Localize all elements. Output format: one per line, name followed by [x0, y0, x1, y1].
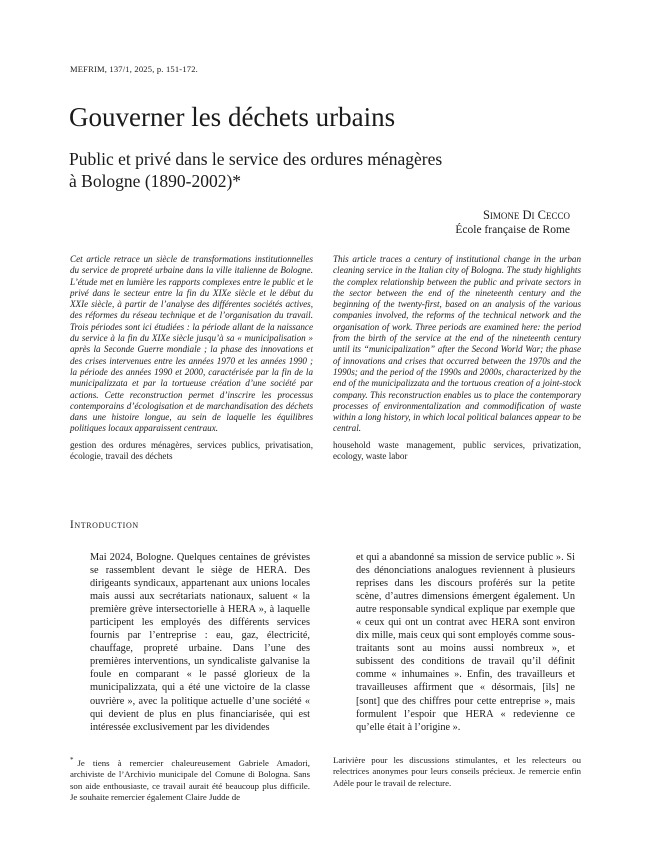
- keywords-french: gestion des ordures ménagères, services publics, privatisation, écologie, travail des déchets: [70, 439, 313, 462]
- abstract-english-text: This article traces a century of institutional change in the urban cleaning service in the Italian city of Bologna. The study highlights the complex relationship between the public and private sectors in the sector between the end of the nineteenth century and the beginning of the twenty-first, based on an analysis of the various companies involved, the reforms of the technical network and the organisation of work. Three periods are examined here: the period from the birth of the service at the end of the nineteenth century until its “municipalization” after the Second World War; the phase of innovations and crises that occurred between the 1970s and the 1990s; and the period of the 1990s and 2000s, characterized by the end of the municipalizzata and the tortuous creation of a joint-stock company. This reconstruction enables us to place the contemporary processes of environmentalization and commodification of waste within a long history, in which local political balances appear to be central.: [333, 254, 581, 434]
- subtitle-line-1: Public et privé dans le service des ordures ménagères: [69, 149, 443, 169]
- abstract-english: [333, 254, 581, 462]
- footnote-right: Larivière pour les discussions stimulantes, et les relecteurs ou relectrices anonymes pour leurs conseils précieux. Je remercie enfin Adèle pour le travail de relecture.: [333, 755, 581, 788]
- journal-reference: MEFRIM, 137/1, 2025, p. 151-172.: [70, 64, 199, 74]
- author-affiliation: École française de Rome: [455, 224, 570, 236]
- author-block: [455, 208, 570, 238]
- footnote-mark: *: [70, 756, 74, 764]
- article-title: Gouverner les déchets urbains: [69, 102, 396, 132]
- body-text-right: et qui a abandonné sa mission de service public ». Si des dénonciations analogues reviennent à plusieurs reprises dans les discours proférés sur la petite scène, d’autres dimensions émergent également. Un autre responsable syndical explique par exemple que « ceux qui ont un contrat avec HERA sont environ dix mille, mais ceux qui sont employés comme sous-traitants sont au moins aussi nombreux », et subissent des conditions de travail qu’il définit comme « inhumaines ». Enfin, des travailleurs et travailleuses affirment que « désormais, [ils] ne [sont] que des chiffres pour cette entreprise », mais formulent l’espoir que HERA « redevienne ce qu’elle était à l’origine ».: [356, 552, 575, 733]
- author-name: Simone Di Cecco: [482, 208, 570, 222]
- body-text-left: Mai 2024, Bologne. Quelques centaines de grévistes se rassemblent devant le siège de HERA. Des dirigeants syndicaux, appartenant aux unions locales mais aussi aux secrétariats nationaux, saluent « la première grève intersectorielle à HERA », à laquelle participent les employés des différents services fournis par l’entreprise : eau, gaz, électricité, chauffage, propreté urbaine. Dans l’une des premières interventions, un syndicaliste galvanise la foule en comparant « le passé glorieux de la municipalizzata, qui a été une victoire de la classe ouvrière », avec la politique actuelle d’une société « qui devient de plus en plus financiarisée, qui est intéressée exclusivement par les dividendes: [90, 552, 310, 733]
- abstract-french: [70, 254, 313, 462]
- footnote-left: [70, 755, 310, 803]
- article-subtitle: [69, 148, 589, 192]
- footnote-left-text: Je tiens à remercier chaleureusement Gabriele Amadori, archiviste de l’Archivio municipale del Comune di Bologna. Sans son aide enthousiaste, ce travail aurait été beaucoup plus difficile. Je souhaite remercier également Claire Judde de: [70, 757, 310, 802]
- keywords-english: household waste management, public services, privatization, ecology, waste labor: [333, 439, 581, 462]
- subtitle-line-2: à Bologne (1890-2002)*: [69, 171, 242, 191]
- section-heading: Introduction: [70, 519, 139, 531]
- abstract-french-text: Cet article retrace un siècle de transformations institutionnelles du service de propreté urbaine dans la ville italienne de Bologne. L’étude met en lumière les rapports complexes entre le public et le privé dans le secteur entre la fin du XIXe siècle et le début du XXIe siècle, à partir de l’analyse des différentes sociétés actives, des réformes du réseau technique et de l’organisation du travail. Trois périodes sont ici étudiées : la période allant de la naissance du service à la fin du XIXe siècle jusqu’à sa « municipalisation » après la Seconde Guerre mondiale ; la phase des innovations et des crises intervenues entre les années 1970 et les années 1990 ; la période des années 1990 et 2000, caractérisée par la fin de la municipalizzata et par la tortueuse création d’une société par actions. Cette reconstruction permet d’inscrire les processus contemporains d’écologisation et de marchandisation des déchets dans une histoire longue, au sein de laquelle les équilibres politiques locaux apparaissent centraux.: [70, 254, 313, 434]
